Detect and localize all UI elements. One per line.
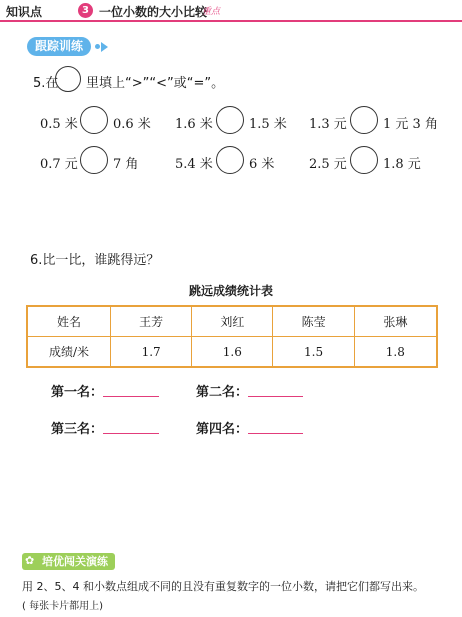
pill-arrow-icon — [101, 42, 108, 52]
table-cell: 刘红 — [192, 306, 273, 337]
header-title: 知识点 — [6, 5, 43, 19]
table-header-row — [27, 306, 437, 337]
section-label-challenge: 培优闯关演练 — [22, 553, 115, 570]
section-label-practice: 跟踪训练 — [27, 37, 91, 56]
answer-circle[interactable] — [216, 146, 244, 174]
answer-circle[interactable] — [350, 106, 378, 134]
rank-label: 第三名： — [51, 422, 104, 437]
header-tag: 重点 — [202, 7, 221, 17]
header-number-badge: 3 — [78, 3, 93, 18]
cmp-left: 5.4 米 — [175, 157, 213, 172]
rank-answer-blank[interactable] — [103, 380, 159, 397]
table-cell: 张琳 — [354, 306, 437, 337]
cmp-right: 1.5 米 — [249, 117, 287, 132]
pill-dot-icon — [95, 44, 100, 49]
header-divider — [0, 20, 462, 22]
q5-prefix: 5.在 — [33, 76, 59, 91]
table-cell: 姓名 — [27, 306, 111, 337]
q6-question: 6.比一比，谁跳得远？ — [30, 253, 160, 268]
cmp-left: 1.3 元 — [309, 117, 347, 132]
table-cell: 1.8 — [354, 337, 437, 368]
table-cell: 1.7 — [111, 337, 192, 368]
cmp-right: 1 元 3 角 — [383, 117, 438, 132]
table-row — [27, 337, 437, 368]
challenge-task: 用 2、5、4 和小数点组成不同的且没有重复数字的一位小数，请把它们都写出来。 — [22, 580, 424, 593]
cmp-right: 6 米 — [249, 157, 275, 172]
table-cell: 陈莹 — [273, 306, 354, 337]
table-cell: 1.6 — [192, 337, 273, 368]
answer-circle[interactable] — [80, 106, 108, 134]
cmp-left: 2.5 元 — [309, 157, 347, 172]
q5-sample-circle — [55, 66, 81, 92]
cmp-right: 1.8 元 — [383, 157, 421, 172]
cmp-left: 0.5 米 — [40, 117, 78, 132]
rank-answer-blank[interactable] — [248, 417, 303, 434]
answer-circle[interactable] — [350, 146, 378, 174]
table-title: 跳远成绩统计表 — [188, 284, 273, 298]
rank-label: 第一名： — [51, 385, 104, 400]
table-cell: 1.5 — [273, 337, 354, 368]
rank-label: 第二名： — [196, 385, 249, 400]
table-cell: 成绩/米 — [27, 337, 111, 368]
cmp-right: 0.6 米 — [113, 117, 151, 132]
rank-label: 第四名： — [196, 422, 249, 437]
rank-answer-blank[interactable] — [248, 380, 303, 397]
header-topic: 一位小数的大小比较 — [99, 5, 208, 19]
answer-circle[interactable] — [80, 146, 108, 174]
rank-answer-blank[interactable] — [103, 417, 159, 434]
cmp-left: 0.7 元 — [40, 157, 78, 172]
q5-instruction: 里填上“>”“<”或“=”。 — [86, 76, 225, 91]
long-jump-table — [26, 305, 438, 368]
answer-circle[interactable] — [216, 106, 244, 134]
challenge-note: ( 每张卡片都用上) — [22, 601, 103, 612]
cmp-left: 1.6 米 — [175, 117, 213, 132]
cmp-right: 7 角 — [113, 157, 139, 172]
rabbit-icon: ✿ — [25, 554, 35, 567]
table-cell: 王芳 — [111, 306, 192, 337]
